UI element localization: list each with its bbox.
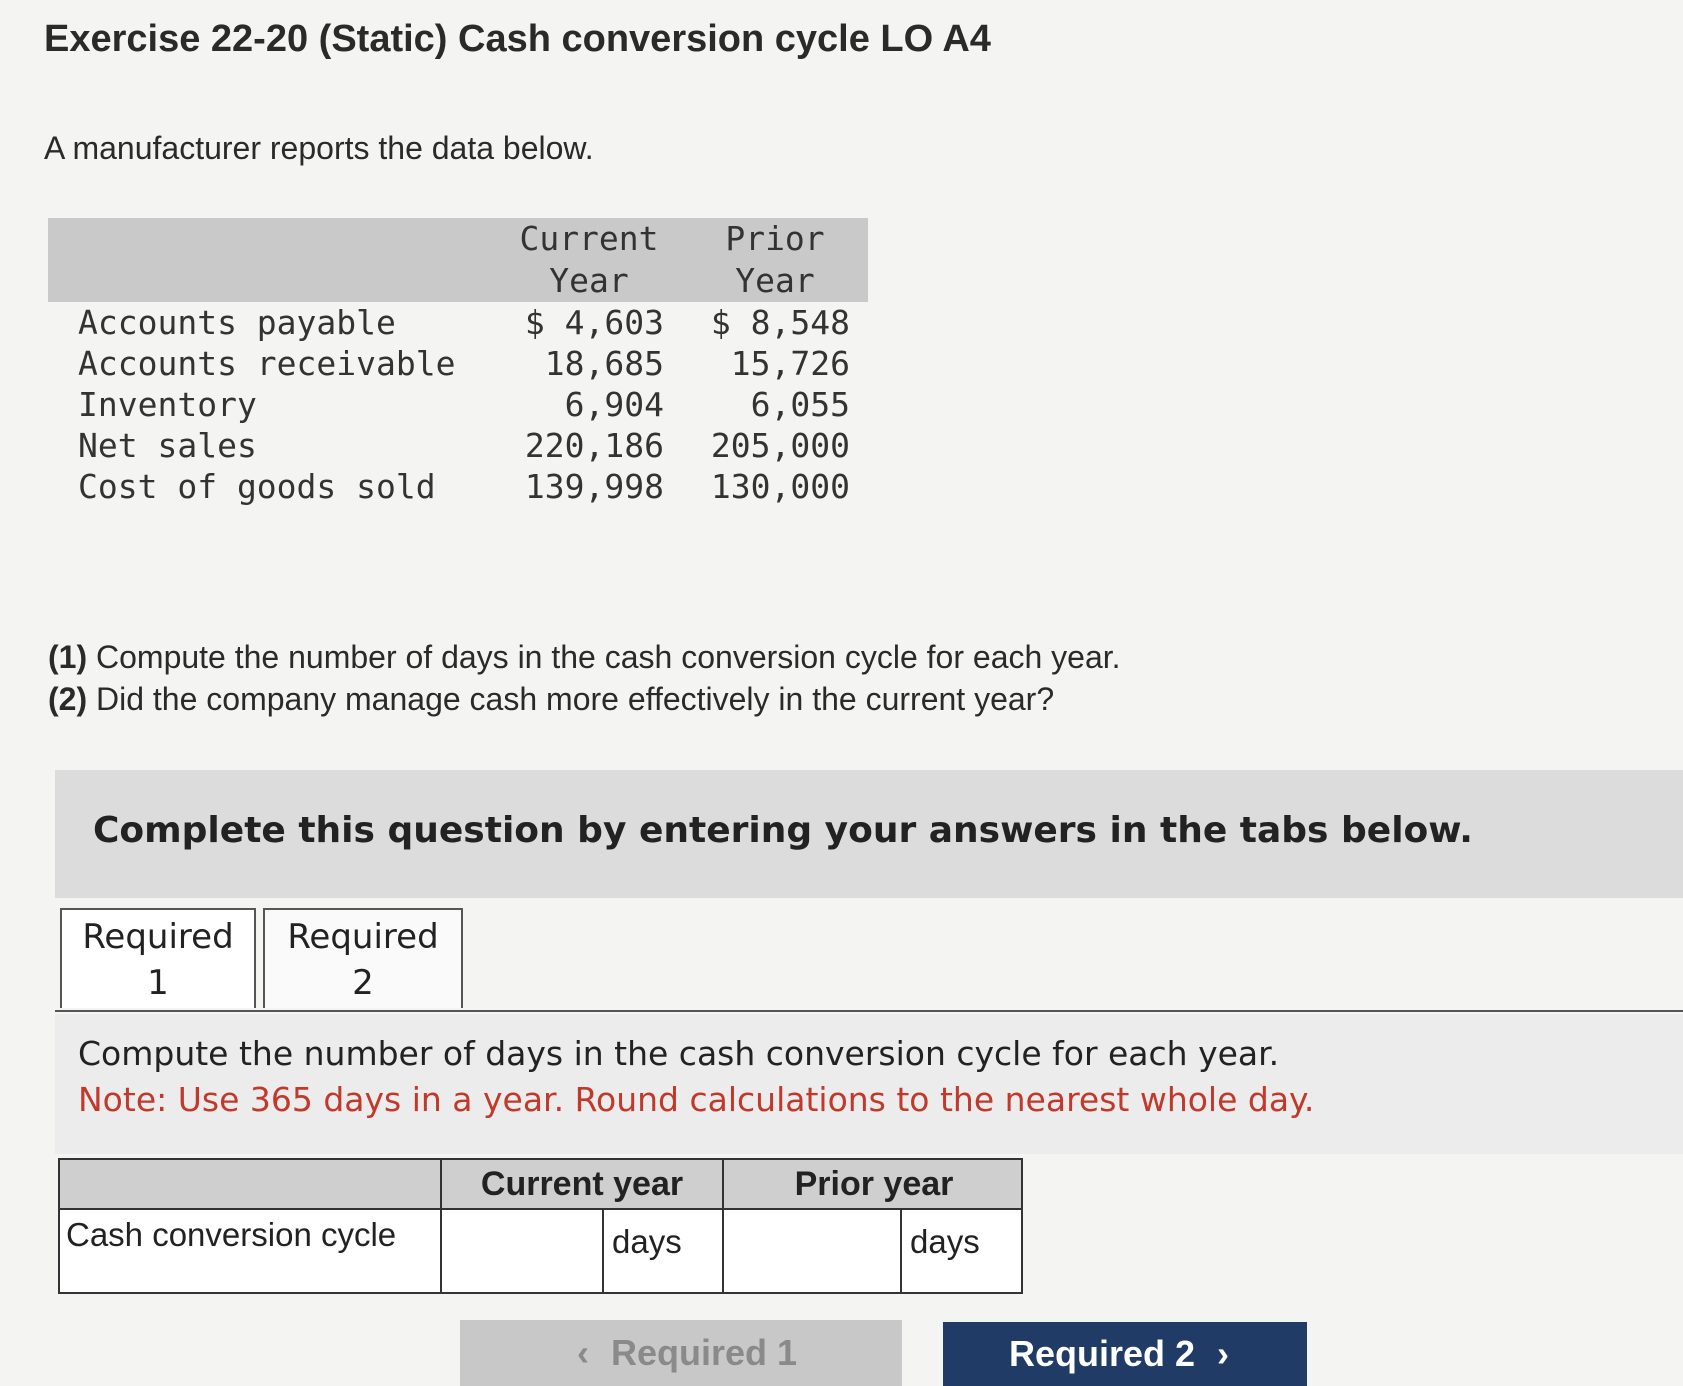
- instruction-text: Compute the number of days in the cash conversion cycle for each year.: [78, 1034, 1280, 1073]
- table-row: [48, 466, 868, 507]
- header-current-year: Current Year: [496, 218, 682, 302]
- prev-required-1-button[interactable]: [460, 1320, 902, 1386]
- data-table: [48, 218, 868, 507]
- current-year-days-input[interactable]: [440, 1210, 602, 1292]
- table-row: [48, 384, 868, 425]
- tab-label: Required: [82, 917, 234, 957]
- header-prior-year: Prior Year: [682, 218, 868, 302]
- answer-header: [60, 1160, 1021, 1210]
- tab-label: Required: [287, 917, 439, 957]
- current-value: 6,904: [564, 385, 664, 424]
- row-label: Inventory: [78, 385, 257, 424]
- row-label: Accounts receivable: [78, 344, 456, 383]
- question-number: (2): [48, 681, 88, 717]
- tab-required-2[interactable]: [263, 908, 463, 1008]
- table-row: [48, 425, 868, 466]
- tab-number: 2: [352, 963, 374, 1003]
- question-number: (1): [48, 639, 88, 675]
- instruction-box: [55, 1014, 1683, 1154]
- intro-text: A manufacturer reports the data below.: [44, 130, 594, 166]
- prior-value: 205,000: [710, 426, 850, 465]
- page-title: Exercise 22-20 (Static) Cash conversion cycle LO A4: [44, 18, 991, 60]
- chevron-right-icon: ›: [1217, 1333, 1230, 1374]
- prior-year-unit: days: [900, 1210, 1021, 1292]
- row-label: Accounts payable: [78, 303, 396, 342]
- answer-table: [58, 1158, 1023, 1294]
- question-2: [48, 678, 1121, 720]
- question-text: Compute the number of days in the cash conversion cycle for each year.: [96, 639, 1121, 675]
- answer-row-label: Cash conversion cycle: [66, 1216, 397, 1253]
- row-label: Net sales: [78, 426, 257, 465]
- question-1: [48, 636, 1121, 678]
- current-value: 139,998: [524, 467, 664, 506]
- prior-value: 6,055: [750, 385, 850, 424]
- instructions-banner: [55, 770, 1683, 898]
- question-text: Did the company manage cash more effectively in the current year?: [96, 681, 1055, 717]
- table-row: [48, 302, 868, 343]
- row-label: Cost of goods sold: [78, 467, 436, 506]
- current-value: 18,685: [544, 344, 664, 383]
- chevron-left-icon: ‹: [576, 1332, 589, 1373]
- note-text: Note: Use 365 days in a year. Round calculations to the nearest whole day.: [78, 1080, 1315, 1119]
- header-blank: [48, 218, 496, 302]
- next-button-label: Required 2: [1008, 1333, 1196, 1374]
- prev-button-label: Required 1: [610, 1332, 798, 1373]
- banner-text: Complete this question by entering your answers in the tabs below.: [93, 810, 1473, 851]
- current-value: $ 4,603: [524, 303, 664, 342]
- prior-value: 15,726: [730, 344, 850, 383]
- tab-number: 1: [147, 963, 169, 1003]
- answer-header-current-year: Current year: [440, 1160, 722, 1208]
- prior-value: $ 8,548: [710, 303, 850, 342]
- questions: [48, 636, 1121, 720]
- table-row: [48, 343, 868, 384]
- next-required-2-button[interactable]: [943, 1322, 1307, 1386]
- data-table-header: [48, 218, 868, 302]
- prior-year-days-input[interactable]: [722, 1210, 900, 1292]
- tab-divider: [55, 1010, 1683, 1012]
- tab-required-1[interactable]: [60, 908, 256, 1008]
- current-year-unit: days: [602, 1210, 722, 1292]
- answer-header-prior-year: Prior year: [722, 1160, 1024, 1208]
- prior-value: 130,000: [710, 467, 850, 506]
- current-value: 220,186: [524, 426, 664, 465]
